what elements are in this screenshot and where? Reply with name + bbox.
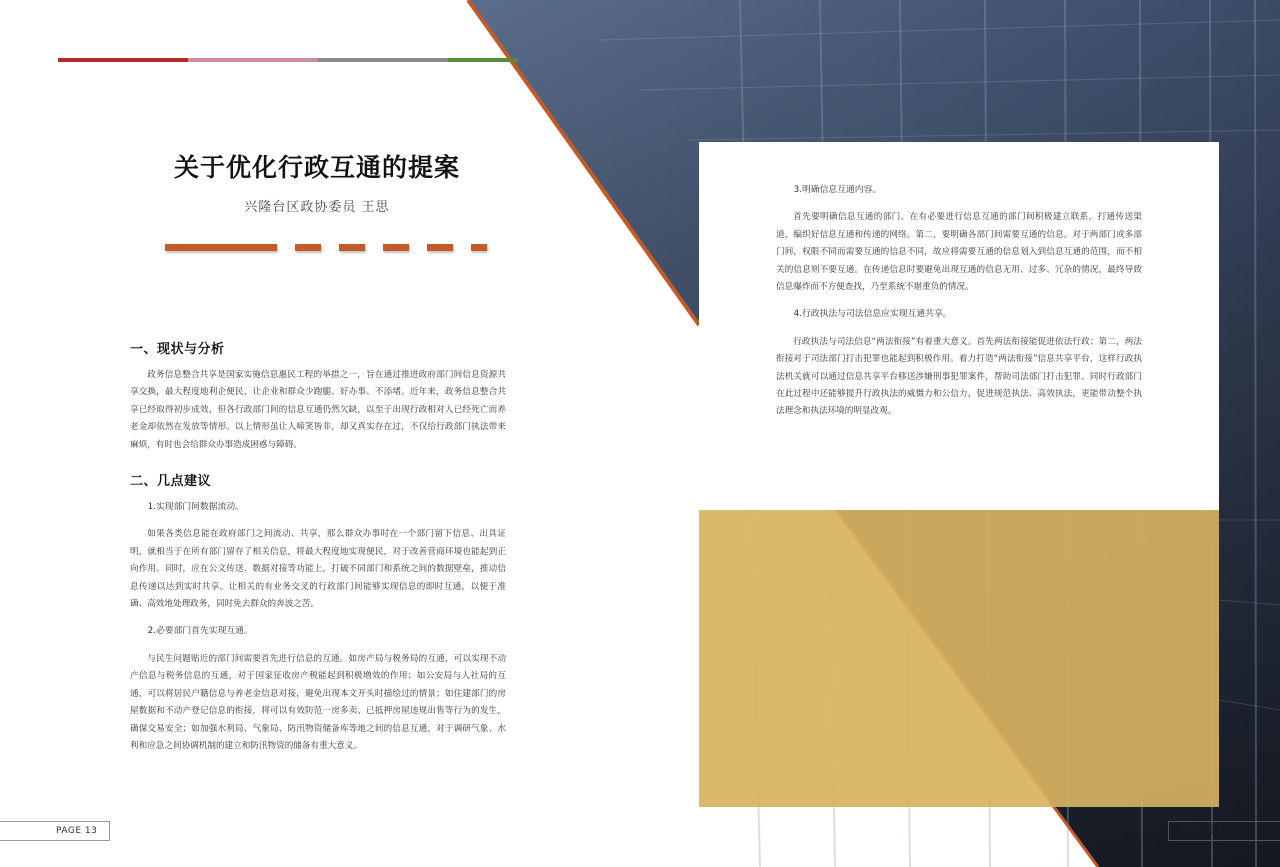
item2-paragraph: 与民生问题贴近的部门间需要首先进行信息的互通。如房产局与税务局的互通，可以实现不动产信息与税务信息的互通，对于国家征收房产税能起到积极増效的作用；如公安局与人社局的互通，可以将居民户籍信息与养老金信息对接，避免出现本文开头时描绘过的情景；如住建部门的房屋数据和不动产登记信息的衔接，将可以有效防范一房多卖、已抵押房屋违规出售等行为的发生，确保交易安全；如加强水利局、气象局、防汛物资储备库等地之间的信息互通，对于调研气象、水利和应急之间协调机制的建立和防汛物资的储备有重大意义。	[130, 653, 506, 751]
dash	[339, 244, 365, 251]
section1-paragraph: 政务信息整合共享是国家实施信息惠民工程的举措之一，旨在通过推进政府部门间信息资源共享交换，最大程度地利企便民，让企业和群众少跑腿、好办事、不添堵。近年来，政务信息整合共享已经取得初步成效，但各行政部门间的信息互通仍然欠缺，以至于出现行政相对人已经死亡而养老金却依然在发放等情形。以上情形虽让人啼笑皆非，却又真实存在过，不仅给行政部门执法带来麻烦，有时也会给群众办事造成困惑与障碍。	[130, 370, 506, 450]
item3-paragraph: 首先要明确信息互通的部门。在有必要进行信息互通的部门间积极建立联系，打通传送渠道，编织好信息互通和传递的网络。第二，要明确各部门间需要互通的信息。对于两部门或多部门间，权限不同而需要互通的信息不同，故应将需要互通的信息划入到信息互通的范围，而不相关的信息则不要互通。在传递信息时要避免出现互通的信息无用、过多、冗杂的情况，最终导致信息爆炸而不方便查找，乃至系统不堪重负的情况。	[776, 212, 1142, 293]
top-color-rule	[58, 58, 518, 62]
gold-overlay-panel	[699, 510, 1219, 807]
dash-long	[165, 244, 277, 251]
rule-segment-red	[58, 58, 188, 62]
item3-subtitle: 3.明确信息互通内容。	[793, 185, 882, 195]
section2-heading: 二、几点建议	[130, 474, 212, 490]
item4-subtitle: 4.行政执法与司法信息应实现互通共享。	[793, 309, 952, 320]
rule-segment-gray	[318, 58, 448, 62]
author-line: 兴隆台区政协委员 王思	[244, 200, 390, 215]
page-number-left: PAGE 13	[0, 821, 110, 841]
rule-segment-pink	[188, 58, 318, 62]
rule-segment-green	[448, 58, 518, 62]
dash	[427, 244, 453, 251]
decorative-dashes	[165, 244, 505, 252]
page-number-right: PAGE 14	[1168, 821, 1280, 841]
item4-paragraph: 行政执法与司法信息“两法衔接”有着重大意义。首先两法衔接能促进依法行政；第二，两法衔接对于司法部门打击犯罪也能起到积极作用。着力打造“两法衔接”信息共享平台，这样行政执法机关就可以通过信息共享平台移送涉嫌刑事犯罪案件，帮助司法部门打击犯罪。同时行政部门在此过程中还能够提升行政执法的威慑力和公信力，促进规范执法、高效执法，更能带动整个执法理念和执法环境的明显改观。	[776, 336, 1142, 417]
dash	[295, 244, 321, 251]
dash-short	[471, 244, 487, 251]
left-column	[130, 338, 506, 755]
section1-heading: 一、现状与分析	[130, 342, 225, 357]
item1-subtitle: 1.实现部门间数据流动。	[147, 502, 244, 513]
item2-subtitle: 2.必要部门首先实现互通。	[147, 626, 253, 637]
dash	[383, 244, 409, 251]
document-title: 关于优化行政互通的提案	[173, 153, 460, 182]
right-column	[776, 182, 1142, 421]
item1-paragraph: 如果各类信息能在政府部门之间流动、共享，那么群众办事时在一个部门留下信息、出具证明，就相当于在所有部门留存了相关信息，将最大程度地实现便民，对于改善营商环境也能起到正向作用。同时，应在公文传送、数据对接等功能上，打破不同部门和系统之间的数据壁垒，推动信息传递以达到实时共享。让相关的有业务交叉的行政部门间能够实现信息的即时互通，以便于准确、高效地处理政务，同时免去群众的奔波之苦。	[130, 529, 506, 610]
